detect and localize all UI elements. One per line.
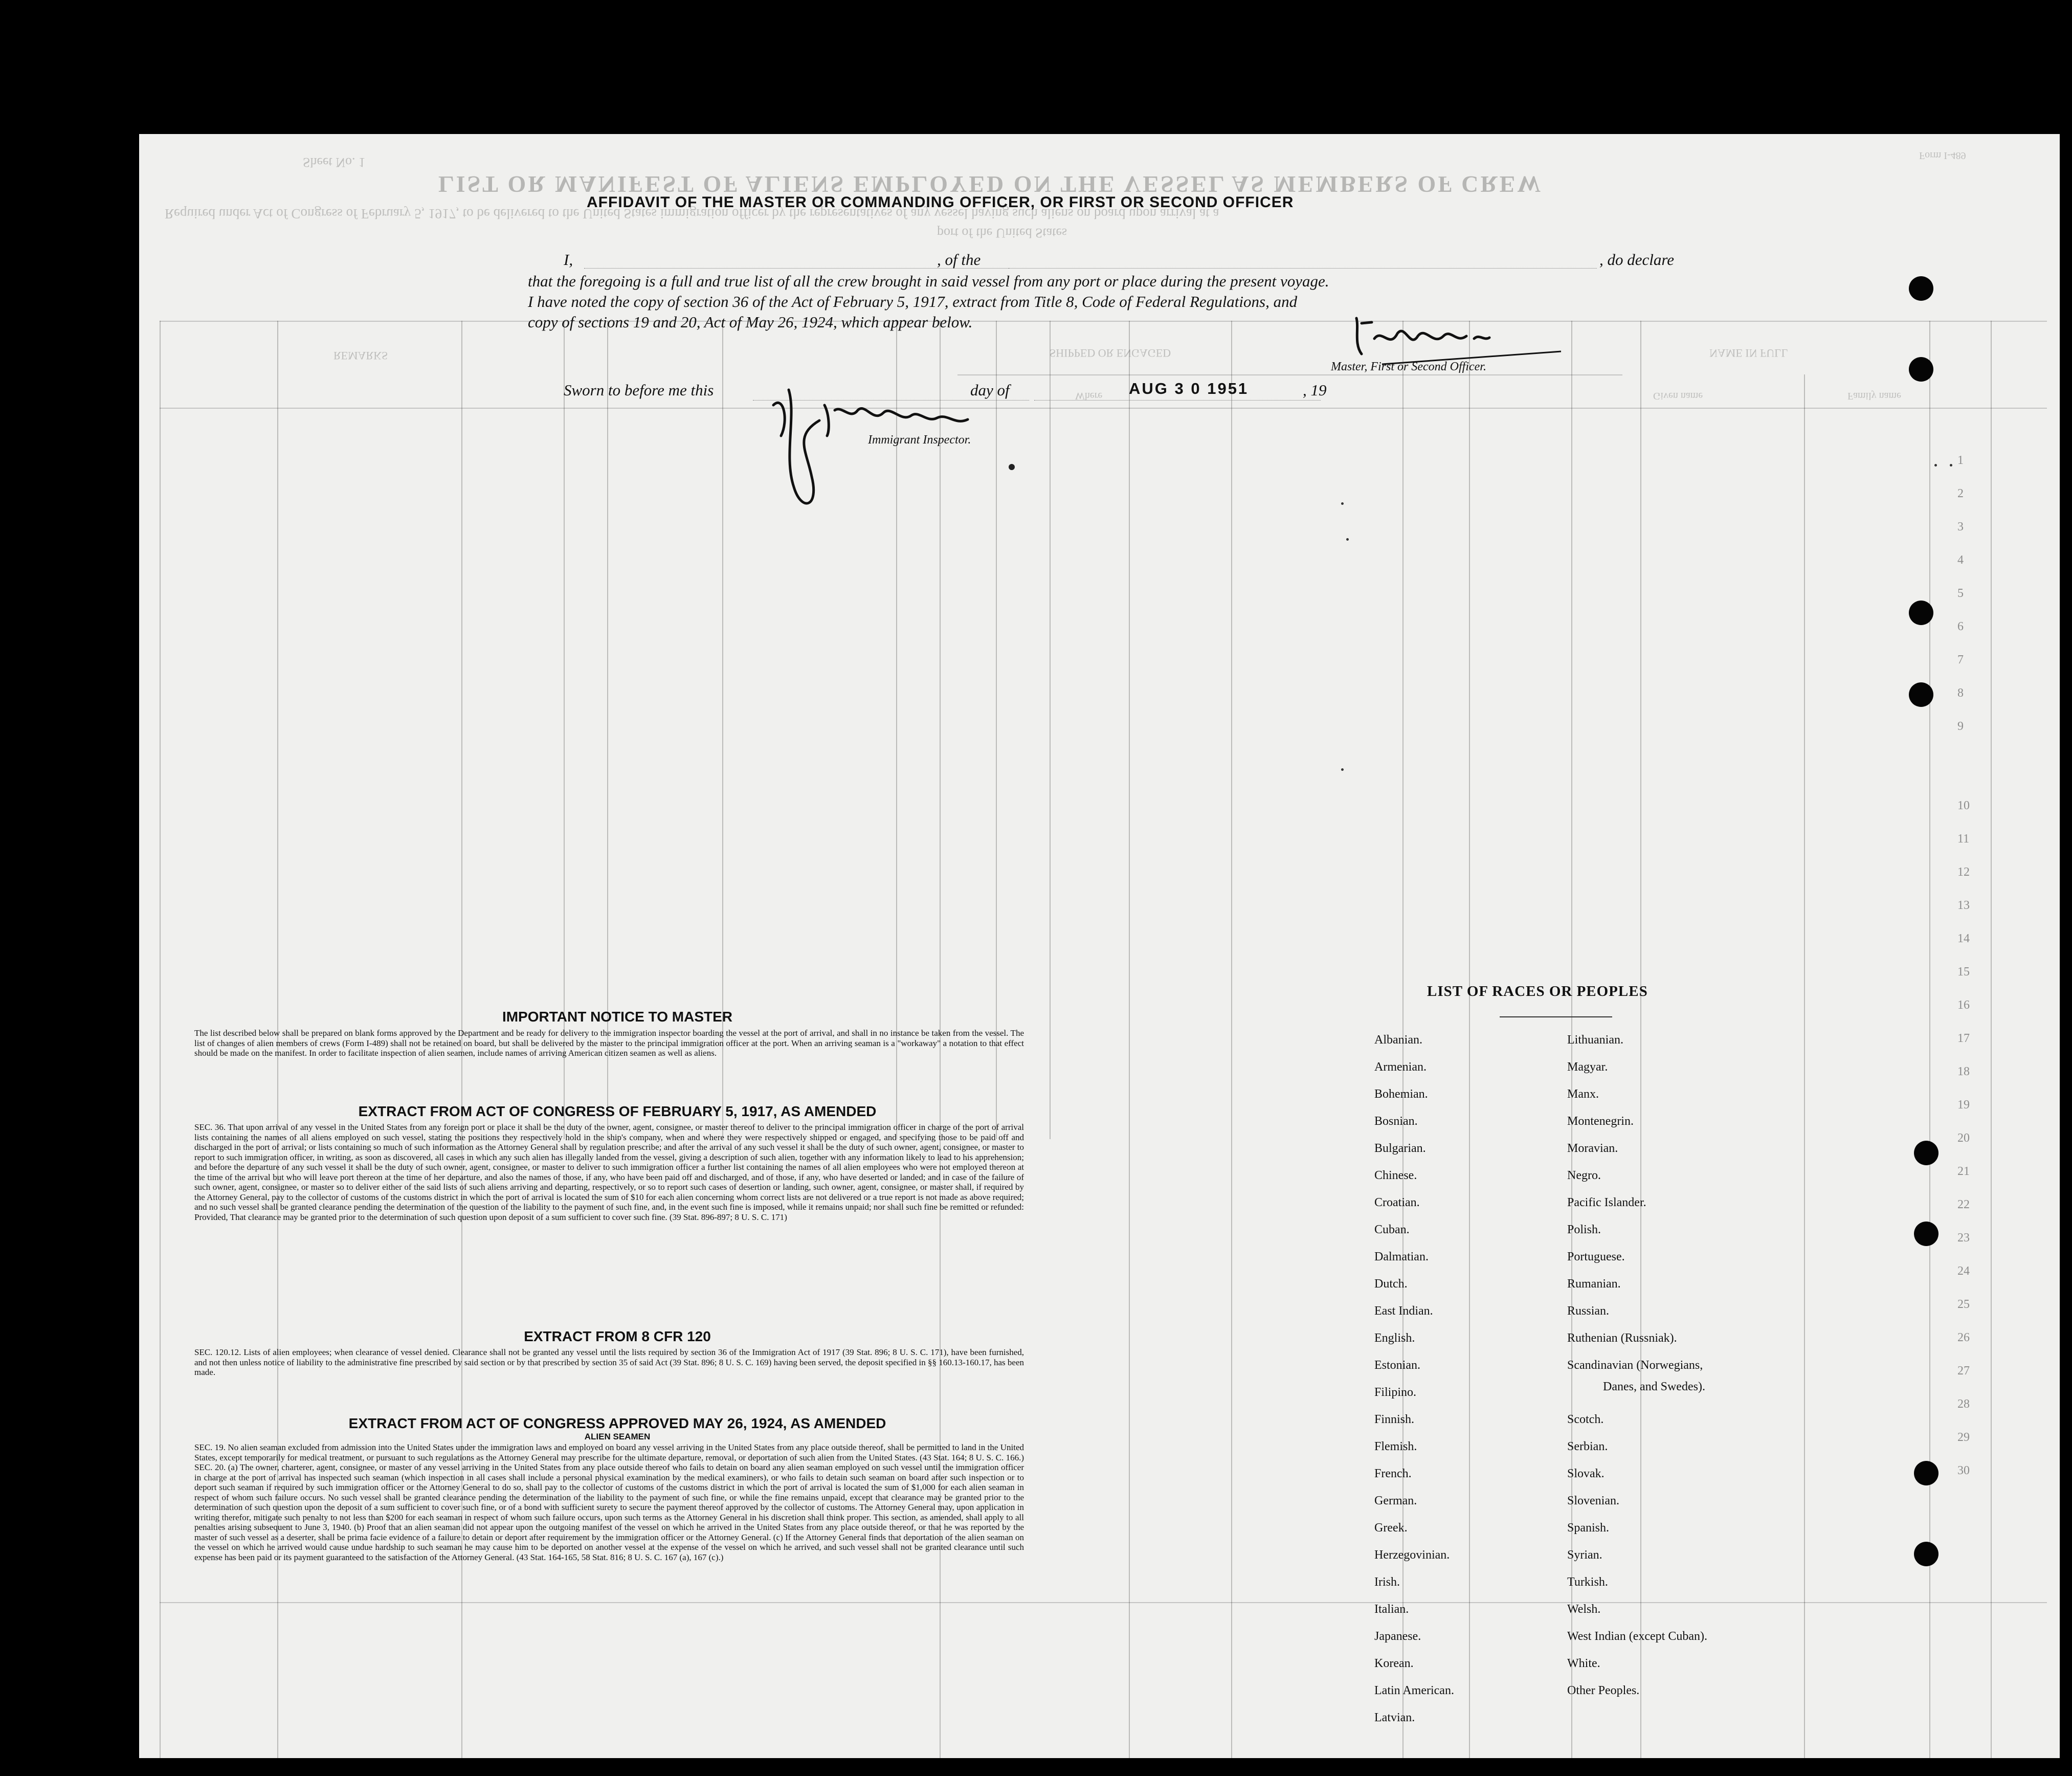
ghost-sheet-no: Sheet No. 1 <box>303 155 366 170</box>
race-item: Negro. <box>1567 1169 1601 1182</box>
race-item: Rumanian. <box>1567 1277 1621 1291</box>
race-item: Polish. <box>1567 1223 1601 1236</box>
race-item: Dalmatian. <box>1374 1250 1429 1263</box>
ghost-col-shipped: SHIPPED OR ENGAGED <box>1050 347 1171 360</box>
race-item: Scotch. <box>1567 1413 1604 1426</box>
row-number: 5 <box>1957 587 1964 600</box>
row-number: 14 <box>1957 932 1970 945</box>
row-number: 12 <box>1957 865 1970 879</box>
extract-1924-title: EXTRACT FROM ACT OF CONGRESS APPROVED MAY 26, 1924, AS AMENDED <box>348 1415 886 1431</box>
races-column-2 <box>1567 1027 1707 1704</box>
race-item: Croatian. <box>1374 1196 1420 1209</box>
race-item: Korean. <box>1374 1657 1414 1670</box>
affidavit-line-4: copy of sections 19 and 20, Act of May 26, 1924, which appear below. <box>528 313 973 331</box>
vessel-name-field <box>1009 268 1597 269</box>
ink-dot <box>1346 538 1349 541</box>
row-number: 10 <box>1957 799 1970 812</box>
grid-col-line <box>1804 374 1805 1758</box>
race-item: German. <box>1374 1494 1417 1507</box>
punch-hole <box>1909 601 1933 625</box>
race-item: Montenegrin. <box>1567 1115 1634 1128</box>
ghost-form-no: Form I-489 <box>1919 150 1966 161</box>
row-number: 8 <box>1957 686 1964 700</box>
races-column-1 <box>1374 1027 1454 1731</box>
punch-hole <box>1914 1141 1939 1165</box>
race-item: Latin American. <box>1374 1684 1454 1697</box>
race-item: Finnish. <box>1374 1413 1415 1426</box>
punch-hole <box>1914 1222 1939 1246</box>
race-item: Welsh. <box>1567 1603 1601 1616</box>
grid-col-line <box>1050 321 1051 1139</box>
race-item: Russian. <box>1567 1304 1610 1318</box>
race-item: Bosnian. <box>1374 1115 1418 1128</box>
affidavit-title: AFFIDAVIT OF THE MASTER OR COMMANDING OFFICER, OR FIRST OR SECOND OFFICER <box>587 194 1294 211</box>
day-of-label: day of <box>970 381 1010 399</box>
races-title-underline <box>1500 1016 1612 1017</box>
ghost-col-names: NAME IN FULL <box>1709 347 1788 360</box>
race-item: Spanish. <box>1567 1521 1610 1535</box>
grid-col-line <box>1469 321 1470 1758</box>
race-item: Herzegovinian. <box>1374 1548 1450 1562</box>
race-item: Lithuanian. <box>1567 1033 1623 1047</box>
sworn-label: Sworn to before me this <box>564 381 714 399</box>
master-label: Master, First or Second Officer. <box>1331 360 1486 373</box>
race-item: Estonian. <box>1374 1359 1420 1372</box>
notice-title: IMPORTANT NOTICE TO MASTER <box>502 1009 733 1025</box>
race-item: Serbian. <box>1567 1440 1608 1453</box>
race-item: Bulgarian. <box>1374 1142 1426 1155</box>
ink-dot <box>1341 502 1344 505</box>
ghost-required-line: Required under Act of Congress of February 5, 1917, to be delivered to the United States immigration officer by the representatives of any vessel having such aliens on board upon arrival at a <box>165 206 1219 221</box>
punch-hole <box>1914 1542 1939 1566</box>
row-number: 29 <box>1957 1431 1970 1444</box>
row-number: 21 <box>1957 1165 1970 1178</box>
ghost-col-given: Given name <box>1653 390 1703 402</box>
race-item: Danes, and Swedes). <box>1603 1380 1705 1393</box>
race-item: French. <box>1374 1467 1412 1480</box>
extract-1924-text: SEC. 19. No alien seaman excluded from admission into the United States under the immigration laws and employed on board any vessel arriving in the United States from any place outside thereof, shall be permitted to land in the United States, except temporarily for medical treatment, or pursuant to such regulations as the Attorney General may prescribe for the ultimate departure, removal, or deportation of such alien from the United States. (43 Stat. 164; 8 U. S. C. 166.) SEC. 20. (a) The owner, charterer, agent, consignee, or master of any vessel arriving in the United States from any place outside thereof who fails to detain on board any alien seaman employed on such vessel until the immigration officer in charge at the port of arrival has inspected such seaman (which inspection in all cases shall include a personal physical examination by the medical examiners), or who fails to detain such seaman on board after such inspection or to deport such seaman if required by such immigration officer or the Attorney General to do so, shall pay to the collector of customs of the customs district in which the port of arrival is located the sum of $1,000 for each alien seaman in respect of whom such failure occurs. No such vessel shall be granted clearance pending the determination of the liability to the payment of such fine, or while the fine remains unpaid, except that clearance may be granted prior to the determination of such question upon the deposit of a sum sufficient to cover such fine, or of a bond with sufficient surety to secure the payment thereof approved by the collector of customs. The Attorney General may, upon application in writing therefor, mitigate such penalty to not less than $200 for each seaman in respect of whom such failure occurs, upon such terms as the Attorney General in his discretion shall think proper. This section, as amended, shall apply to all penalties arising subsequent to June 3, 1940. (b) Proof that an alien seaman did not appear upon the outgoing manifest of the vessel on which he arrived in the United States from any place outside thereof, or that he was reported by the master of such vessel as a deserter, shall be prima facie evidence of a failure to detain or deport after requirement by the immigration officer or the Attorney General. (c) If the Attorney General finds that deportation of the alien seaman on the vessel on which he arrived would cause undue hardship to such seaman he may cause him to be deported on another vessel at the expense of the vessel on which he arrived, and such vessel shall not be granted clearance until such expense has been paid or its payment guaranteed to the satisfaction of the Attorney General. (43 Stat. 164-165, 58 Stat. 816; 8 U. S. C. 167 (a), 167 (c).) <box>194 1442 1024 1562</box>
row-number: 25 <box>1957 1298 1970 1311</box>
ink-dot <box>1341 768 1344 771</box>
row-number: 7 <box>1957 653 1964 667</box>
row-number: 27 <box>1957 1364 1970 1378</box>
affidavit-declare: , do declare <box>1599 251 1675 269</box>
row-number: 17 <box>1957 1032 1970 1045</box>
row-number: 20 <box>1957 1131 1970 1145</box>
master-name-field <box>584 268 1060 269</box>
race-item: Irish. <box>1374 1575 1400 1589</box>
race-item: Slovenian. <box>1567 1494 1619 1507</box>
race-item: Other Peoples. <box>1567 1684 1640 1697</box>
manifest-sheet <box>139 134 2060 1758</box>
row-number: 9 <box>1957 720 1964 733</box>
race-item: Italian. <box>1374 1603 1409 1616</box>
race-item: Flemish. <box>1374 1440 1417 1453</box>
row-number: 6 <box>1957 620 1964 633</box>
ink-dot <box>1009 464 1015 470</box>
race-item: Greek. <box>1374 1521 1408 1535</box>
inspector-label: Immigrant Inspector. <box>868 433 971 447</box>
ghost-col-where: Where <box>1075 390 1103 402</box>
race-item: Magyar. <box>1567 1060 1608 1074</box>
affidavit-line-3: I have noted the copy of section 36 of the Act of February 5, 1917, extract from Title 8, Code of Federal Regulations, and <box>528 293 1298 310</box>
race-item: Chinese. <box>1374 1169 1417 1182</box>
row-number: 13 <box>1957 899 1970 912</box>
affidavit-i: I, <box>564 251 573 269</box>
grid-col-line <box>1129 321 1130 1758</box>
row-number: 15 <box>1957 965 1970 979</box>
sworn-month-field <box>1034 400 1321 401</box>
race-item: English. <box>1374 1331 1415 1345</box>
race-item: Bohemian. <box>1374 1087 1428 1101</box>
race-item: Pacific Islander. <box>1567 1196 1646 1209</box>
ghost-col-family: Family name <box>1847 390 1901 402</box>
row-number: 2 <box>1957 487 1964 500</box>
affidavit-of-the: , of the <box>937 251 981 269</box>
grid-col-line <box>1231 321 1232 1758</box>
race-item: Scandinavian (Norwegians, <box>1567 1359 1703 1372</box>
row-number: 24 <box>1957 1264 1970 1278</box>
race-item: Latvian. <box>1374 1711 1415 1724</box>
extract-1917-title: EXTRACT FROM ACT OF CONGRESS OF FEBRUARY 5, 1917, AS AMENDED <box>358 1103 877 1119</box>
notice-text: The list described below shall be prepared on blank forms approved by the Department and be ready for delivery to the immigration inspector boarding the vessel at the port of arrival, and shall in no instance be taken from the vessel. The list of changes of alien members of crews (Form I-489) shall not be retained on board, but shall be delivered by the master to the principal immigration officer at the port. When an arriving seaman is a "workaway" a notation to that effect should be made on the manifest. In order to facilitate inspection of alien seamen, include names of arriving American citizen seamen as well as aliens. <box>194 1028 1024 1058</box>
grid-footer-line <box>160 1602 2047 1603</box>
race-item: White. <box>1567 1657 1600 1670</box>
punch-hole <box>1909 357 1933 382</box>
grid-header-mid <box>957 374 1622 375</box>
punch-hole <box>1909 682 1933 707</box>
races-title: LIST OF RACES OR PEOPLES <box>1427 983 1648 1000</box>
ghost-port-line: port of the United States <box>937 226 1067 240</box>
race-item: Slovak. <box>1567 1467 1605 1480</box>
extract-cfr-text: SEC. 120.12. Lists of alien employees; when clearance of vessel denied. Clearance shall not be granted any vessel until the lists required by section 36 of the Immigration Act of 1917 (39 Stat. 896; 8 U. S. C. 171), have been furnished, and not then unless notice of liability to the administrative fine prescribed by said section or by that prescribed by section 35 of said Act (39 Stat. 896; 8 U. S. C. 169) having been served, the deposit specified in §§ 160.13-160.17, has been made. <box>194 1347 1024 1377</box>
affidavit-line-2: that the foregoing is a full and true list of all the crew brought in said vessel from any port or place during the present voyage. <box>528 272 1329 290</box>
grid-col-line <box>1991 321 1992 1758</box>
race-item: Syrian. <box>1567 1548 1602 1562</box>
grid-col-line <box>160 321 161 1758</box>
row-number: 22 <box>1957 1198 1970 1211</box>
race-item: Moravian. <box>1567 1142 1618 1155</box>
race-item: Filipino. <box>1374 1386 1417 1399</box>
extract-cfr-title: EXTRACT FROM 8 CFR 120 <box>524 1328 711 1344</box>
race-item: Japanese. <box>1374 1630 1421 1643</box>
extract-1917-text: SEC. 36. That upon arrival of any vessel in the United States from any foreign port or place it shall be the duty of the owner, agent, consignee, or master thereof to deliver to the principal immigration officer in charge of the port of arrival lists containing the names of all aliens employed on such vessel, stating the positions they respectively hold in the ship's company, when and where they were respectively shipped or engaged, and specifying those to be paid off and discharged in the port of arrival; or lists containing so much of such information as the Attorney General shall by regulation prescribe; and after the arrival of any such vessel it shall be the duty of such owner, agent, consignee, or master to report to such immigration officer, in writing, as soon as discovered, all cases in which any such alien has illegally landed from the vessel, giving a description of such alien, together with any information likely to lead to his apprehension; and before the departure of any such vessel it shall be the duty of such owner, agent, consignee, or master to deliver to such immigration officer a further list containing the names of all alien employees who were not employed thereon at the time of the arrival but who will leave port thereon at the time of her departure, and also the names of those, if any, who have been paid off and discharged, and of those, if any, who have deserted or landed; and in case of the failure of such owner, agent, consignee, or master so to deliver either of the said lists of such aliens arriving and departing, respectively, or so to report such cases of desertion or landing, such owner, agent, consignee, or master shall, if required by the Attorney General, pay to the collector of customs of the customs district in which the port of arrival is located the sum of $10 for each alien concerning whom correct lists are not delivered or a true report is not made as above required; and no such vessel shall be granted clearance pending the determination of the question of the liability to the payment of such fine, and, in the event such fine is imposed, while it remains unpaid; nor shall such fine be remitted or refunded: Provided, That clearance may be granted prior to the determination of such question upon deposit of a sum sufficient to cover such fine. (39 Stat. 896-897; 8 U. S. C. 171) <box>194 1122 1024 1222</box>
row-number: 18 <box>1957 1065 1970 1078</box>
ink-dot <box>1950 464 1952 467</box>
date-stamp: AUG 3 0 1951 <box>1129 380 1249 397</box>
grid-header-bottom <box>160 408 2047 409</box>
punch-hole <box>1914 1461 1939 1485</box>
punch-hole <box>1909 276 1933 301</box>
race-item: Albanian. <box>1374 1033 1422 1047</box>
race-item: Ruthenian (Russniak). <box>1567 1331 1677 1345</box>
row-number: 11 <box>1957 832 1970 846</box>
year-label: , 19 <box>1303 381 1327 399</box>
race-item: Dutch. <box>1374 1277 1408 1291</box>
race-item: Portuguese. <box>1567 1250 1625 1263</box>
row-number: 3 <box>1957 520 1964 534</box>
row-number: 16 <box>1957 998 1970 1012</box>
ghost-title: LIST OR MANIFEST OF ALIENS EMPLOYED ON THE VESSEL AS MEMBERS OF CREW <box>438 171 1543 197</box>
row-number: 30 <box>1957 1464 1970 1477</box>
ghost-col-remarks: REMARKS <box>333 349 388 362</box>
race-item: Cuban. <box>1374 1223 1410 1236</box>
row-number: 19 <box>1957 1098 1970 1112</box>
race-item: Manx. <box>1567 1087 1599 1101</box>
race-item: West Indian (except Cuban). <box>1567 1630 1707 1643</box>
race-item: Turkish. <box>1567 1575 1608 1589</box>
row-number: 26 <box>1957 1331 1970 1344</box>
row-number: 1 <box>1957 454 1964 467</box>
extract-1924-subtitle: ALIEN SEAMEN <box>584 1432 651 1441</box>
row-number: 28 <box>1957 1397 1970 1411</box>
race-item: Armenian. <box>1374 1060 1427 1074</box>
row-number: 4 <box>1957 553 1964 567</box>
row-number: 23 <box>1957 1231 1970 1245</box>
ink-dot <box>1934 464 1937 467</box>
race-item: East Indian. <box>1374 1304 1433 1318</box>
